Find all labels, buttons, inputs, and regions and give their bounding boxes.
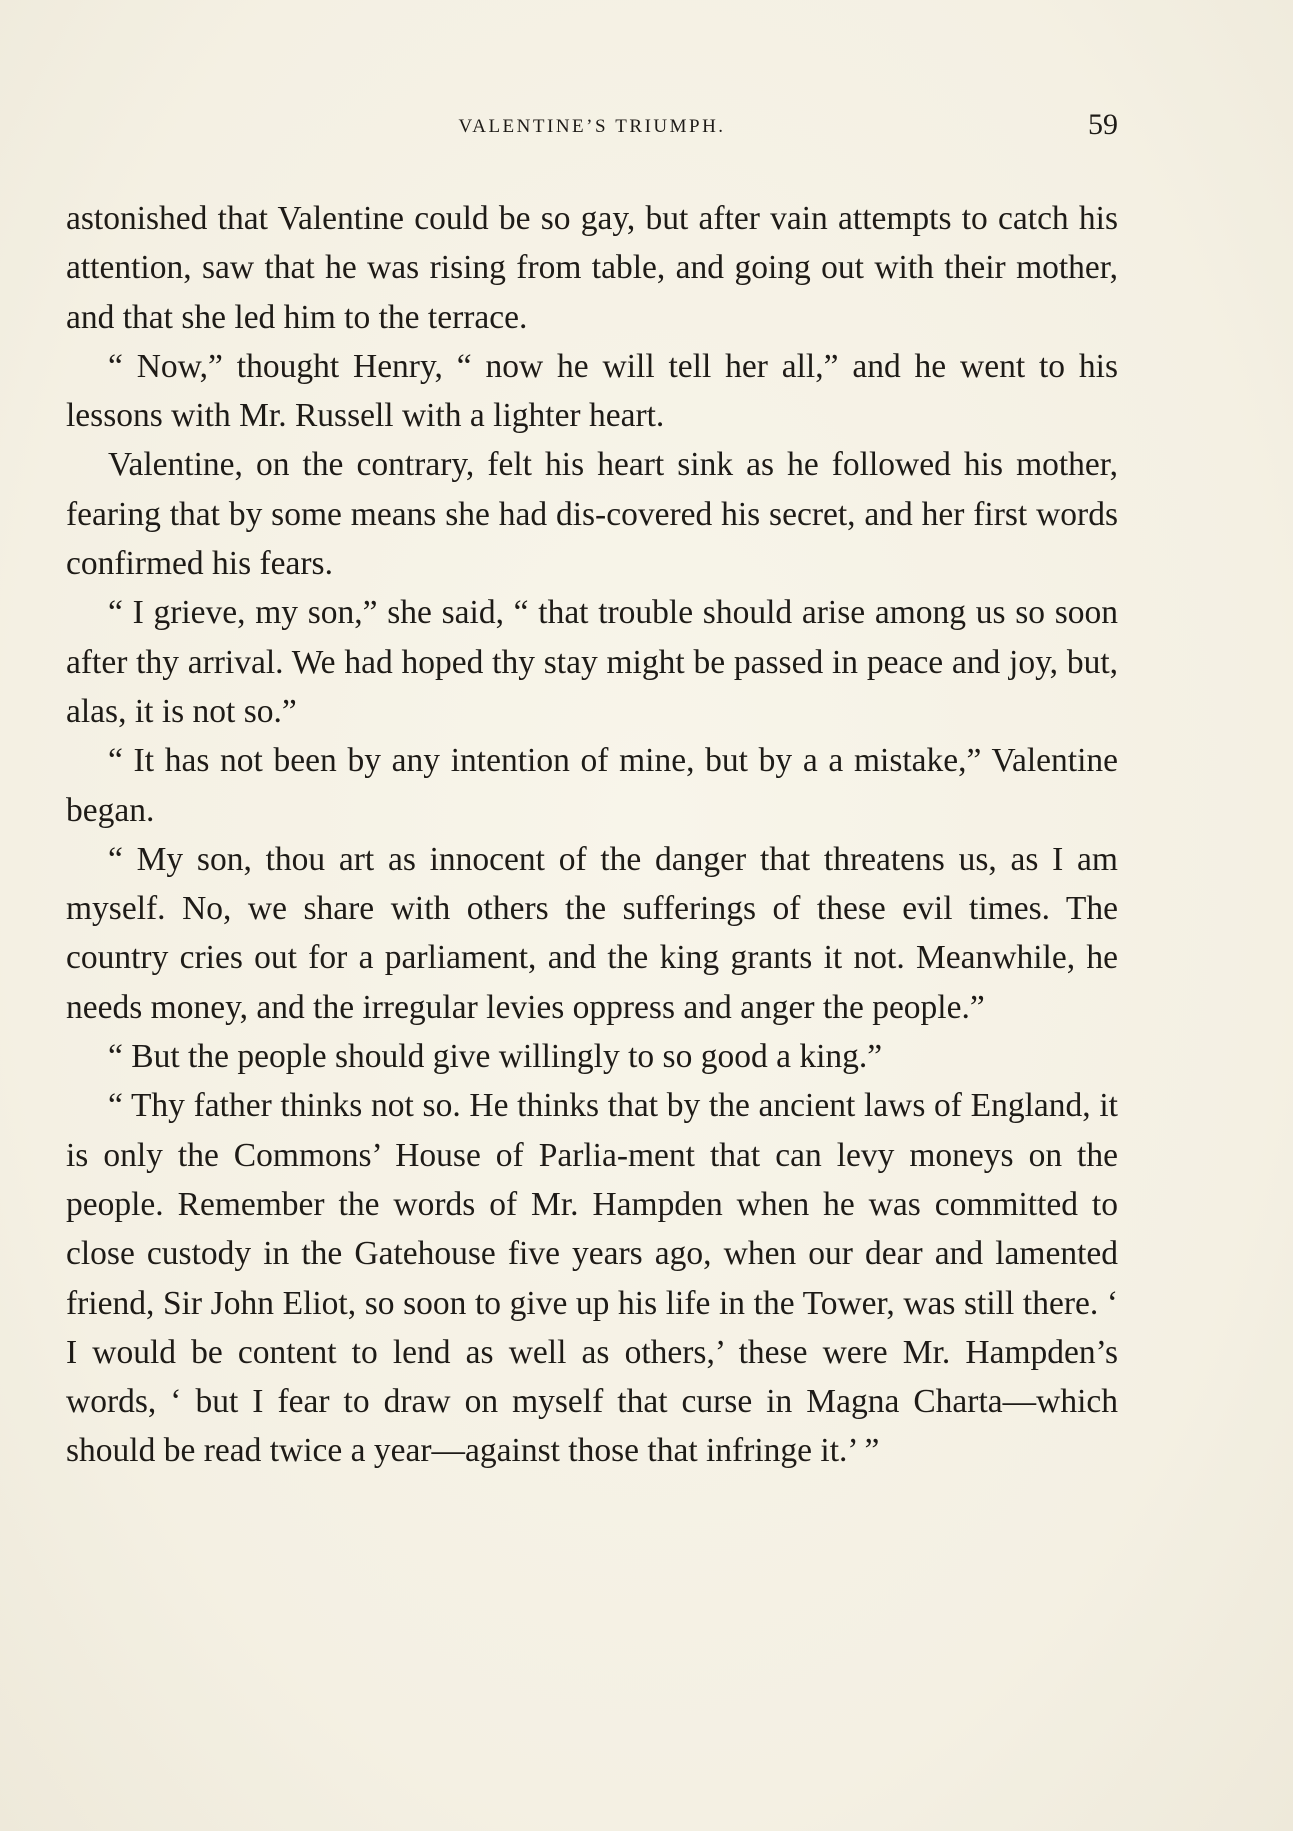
paragraph: “ But the people should give willingly to so good a king.” bbox=[108, 1038, 883, 1076]
paragraph: “ Thy father thinks not so. He thinks that by the ancient laws of England, it is only the Commons’ House of Parlia-ment that can levy moneys on the people. Remember the words of Mr. Hampden when he was committed to close custody in the Gatehouse five years ago, when our dear and lamented friend, Sir John Eliot, so soon to give up his life in the Tower, was still there. ‘ I would be content to lend as well as others,’ these were Mr. Hampden’s words, ‘ but I fear to draw on myself that curse in Magna Charta—which should be read twice a year—against those that infringe it.’ ” bbox=[66, 1087, 1118, 1470]
running-head bbox=[66, 108, 1118, 148]
paragraph: “ My son, thou art as innocent of the danger that threatens us, as I am myself. No, we share with others the sufferings of these evil times. The country cries out for a parliament, and the king grants it not. Meanwhile, he needs money, and the irregular levies oppress and anger the people.” bbox=[66, 840, 1118, 1026]
paragraph: “ I grieve, my son,” she said, “ that trouble should arise among us so soon after thy arrival. We had hoped thy stay might be passed in peace and joy, but, alas, it is not so.” bbox=[66, 594, 1118, 730]
paragraph: Valentine, on the contrary, felt his heart sink as he followed his mother, fearing that by some means she had dis-covered his secret, and her first words confirmed his fears. bbox=[66, 446, 1118, 583]
body-text bbox=[66, 194, 1118, 1476]
page-number: 59 bbox=[1088, 108, 1118, 141]
paragraph: “ It has not been by any intention of mine, but by a a mistake,” Valentine began. bbox=[66, 742, 1118, 829]
paragraph: astonished that Valentine could be so gay, but after vain attempts to catch his attention, saw that he was rising from table, and going out with their mother, and that she led him to the terrace. bbox=[66, 200, 1118, 336]
running-title: valentine’s triumph. bbox=[458, 108, 726, 138]
paragraph: “ Now,” thought Henry, “ now he will tell her all,” and he went to his lessons with Mr. Russell with a lighter heart. bbox=[66, 347, 1118, 435]
